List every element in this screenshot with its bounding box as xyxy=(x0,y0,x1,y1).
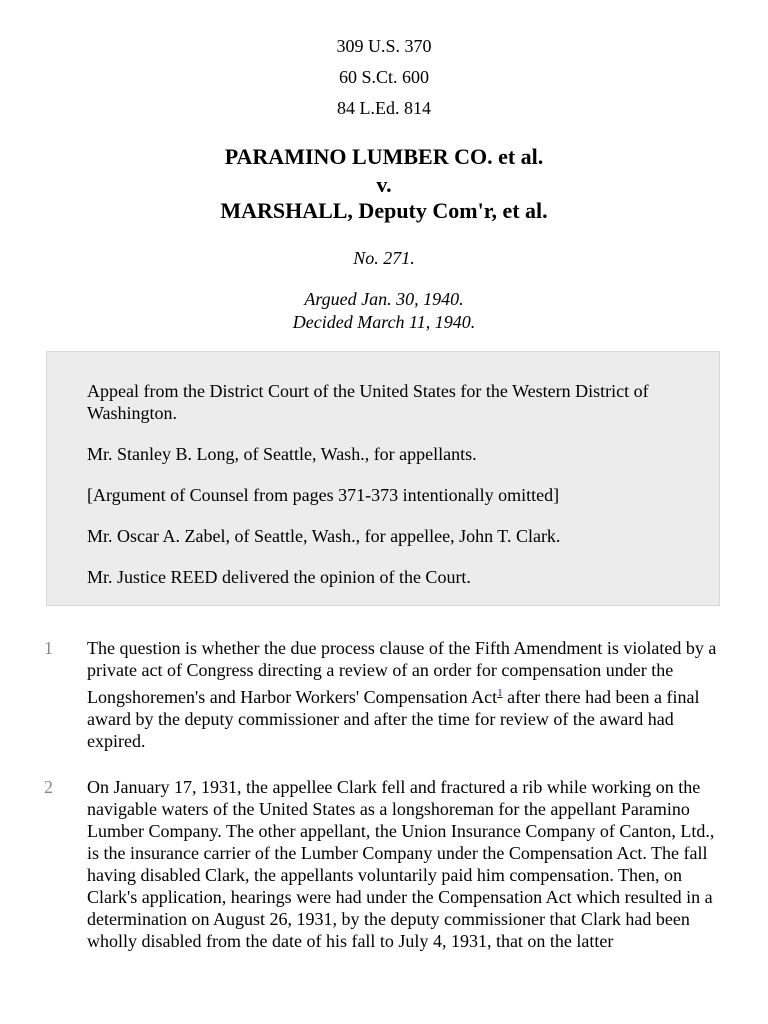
case-party-1: PARAMINO LUMBER CO. et al. xyxy=(224,144,544,169)
paragraph-number: 2 xyxy=(44,777,53,797)
omitted-note: [Argument of Counsel from pages 371-373 intentionally omitted] xyxy=(87,485,560,505)
argued-date: Argued Jan. 30, 1940. xyxy=(304,289,464,309)
citation-led: 84 L.Ed. 814 xyxy=(337,98,431,118)
paragraph-text: On January 17, 1931, the appellee Clark fell and fractured a rib while working on the navigable waters of the United States as a longshoreman for the appellant Paramino Lumber Company. The other appellant, the Union Insurance Company of Canton, Ltd., is the insurance carrier of the Lumber Company under the Compensation Act. The fall having disabled Clark, the appellants voluntarily paid him compensation. Then, on Clark's application, hearings were had under the Compensation Act which resulted in a determination on August 26, 1931, by the deputy commissioner that Clark had been wholly disabled from the date of his fall to July 4, 1931, that on the latter xyxy=(87,777,715,951)
case-party-2: MARSHALL, Deputy Com'r, et al. xyxy=(220,198,548,223)
decided-date: Decided March 11, 1940. xyxy=(292,312,476,332)
citation-us: 309 U.S. 370 xyxy=(336,36,432,56)
paragraph-text xyxy=(87,637,717,752)
appellants-counsel: Mr. Stanley B. Long, of Seattle, Wash., for appellants. xyxy=(87,444,477,464)
paragraph-text-before: The question is whether the due process clause of the Fifth Amendment is violated by a private act of Congress directing a review of an order for compensation under the Longshoremen's and Harbor Workers' Compensation Act xyxy=(87,638,717,707)
opinion-author: Mr. Justice REED delivered the opinion of the Court. xyxy=(87,567,471,587)
footnote-link[interactable]: 1 xyxy=(497,687,503,699)
appeal-statement: Appeal from the District Court of the United States for the Western District of Washington. xyxy=(87,381,649,423)
case-versus: v. xyxy=(376,172,392,197)
appellee-counsel: Mr. Oscar A. Zabel, of Seattle, Wash., for appellee, John T. Clark. xyxy=(87,526,561,546)
paragraph-number: 1 xyxy=(44,638,53,658)
citation-sct: 60 S.Ct. 600 xyxy=(338,67,430,87)
case-summary-box xyxy=(46,351,720,606)
docket-number: No. 271. xyxy=(353,248,415,268)
paragraph-text-after: after there had been a final award by the deputy commissioner and after the time for review of the award had expired. xyxy=(87,687,700,751)
